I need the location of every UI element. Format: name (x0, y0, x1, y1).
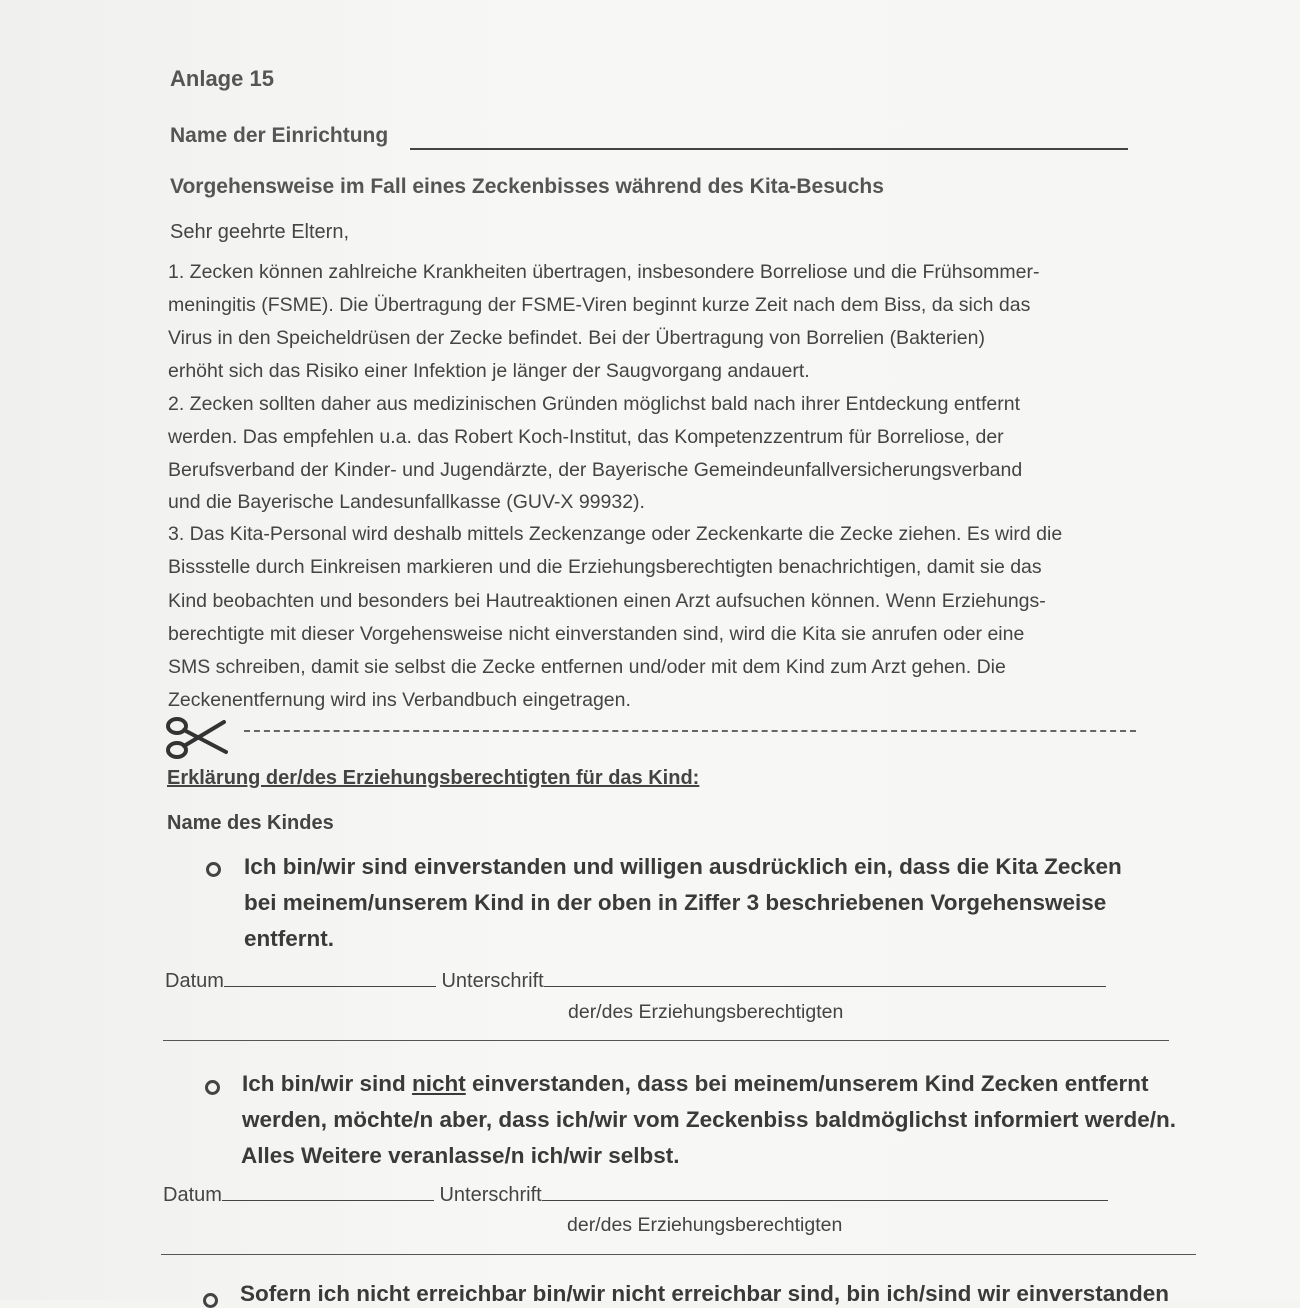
date-label: Datum (163, 1184, 222, 1206)
date-field[interactable] (222, 1182, 434, 1201)
body-line: 2. Zecken sollten daher aus medizinischen Gründen möglichst bald nach ihrer Entdeckung entfernt (168, 393, 1020, 415)
body-line: Virus in den Speicheldrüsen der Zecke befindet. Bei der Übertragung von Borrelien (Bakterien) (168, 327, 985, 349)
option3-checkbox[interactable] (203, 1293, 218, 1308)
separator-line (163, 1040, 1169, 1041)
child-name-label: Name des Kindes (167, 812, 334, 834)
body-line: und die Bayerische Landesunfallkasse (GUV-X 99932). (168, 491, 645, 513)
declaration-heading: Erklärung der/des Erziehungsberechtigten für das Kind: (167, 767, 700, 789)
body-line: berechtigte mit dieser Vorgehensweise nicht einverstanden sind, wird die Kita sie anrufen oder eine (168, 623, 1025, 645)
option2-emphasis: nicht (412, 1071, 466, 1096)
body-line: SMS schreiben, damit sie selbst die Zecke entfernen und/oder mit dem Kind zum Arzt gehen. Die (168, 656, 1006, 678)
body-line: Zeckenentfernung wird ins Verbandbuch eingetragen. (168, 689, 631, 711)
body-line: Bissstelle durch Einkreisen markieren und die Erziehungsberechtigten benachrichtigen, damit sie das (168, 556, 1042, 578)
facility-name-label: Name der Einrichtung (170, 124, 389, 147)
option2-text: Ich bin/wir sind (242, 1071, 413, 1096)
signature-label: Unterschrift (439, 1184, 542, 1206)
signature-field[interactable] (544, 968, 1106, 987)
option1-line: bei meinem/unserem Kind in der oben in Ziffer 3 beschriebenen Vorgehensweise (244, 890, 1107, 915)
option2-line: werden, möchte/n aber, dass ich/wir vom Zeckenbiss baldmöglichst informiert werde/n. (242, 1107, 1177, 1132)
option2-text: einverstanden, dass bei meinem/unserem Kind Zecken entfernt (465, 1071, 1149, 1096)
body-line: erhöht sich das Risiko einer Infektion je länger der Saugvorgang andauert. (168, 360, 810, 382)
option2-checkbox[interactable] (205, 1080, 220, 1095)
document-title: Vorgehensweise im Fall eines Zeckenbisses während des Kita-Besuchs (170, 175, 884, 198)
signature-row (163, 1182, 1108, 1207)
body-line: meningitis (FSME). Die Übertragung der FSME-Viren beginnt kurze Zeit nach dem Biss, da sich das (168, 294, 1031, 316)
signature-field[interactable] (542, 1182, 1108, 1201)
option2-line: Alles Weitere veranlasse/n ich/wir selbst. (241, 1143, 680, 1168)
separator-line (161, 1254, 1196, 1255)
date-label: Datum (165, 970, 224, 992)
body-line: 1. Zecken können zahlreiche Krankheiten übertragen, insbesondere Borreliose und die Frühsommer- (168, 261, 1040, 283)
option1-line: Ich bin/wir sind einverstanden und willigen ausdrücklich ein, dass die Kita Zecken (244, 854, 1122, 879)
option1-checkbox[interactable] (206, 862, 221, 877)
option3-line: Sofern ich nicht erreichbar bin/wir nicht erreichbar sind, bin ich/sind wir einverstanden (240, 1281, 1169, 1306)
scissors-icon (164, 714, 228, 762)
guardian-role-label: der/des Erziehungsberechtigten (567, 1214, 843, 1236)
annex-label: Anlage 15 (170, 66, 274, 91)
salutation: Sehr geehrte Eltern, (170, 221, 349, 243)
signature-label: Unterschrift (441, 970, 544, 992)
body-line: 3. Das Kita-Personal wird deshalb mittels Zeckenzange oder Zeckenkarte die Zecke ziehen. Es wird die (168, 523, 1063, 545)
facility-name-line (410, 148, 1128, 150)
cut-line (244, 730, 1136, 732)
body-line: Kind beobachten und besonders bei Hautreaktionen einen Arzt aufsuchen können. Wenn Erziehungs- (168, 590, 1046, 612)
date-field[interactable] (224, 968, 436, 987)
signature-row (165, 968, 1106, 993)
option2-line (242, 1071, 1148, 1097)
option1-line: entfernt. (244, 926, 334, 951)
guardian-role-label: der/des Erziehungsberechtigten (568, 1001, 844, 1023)
body-line: Berufsverband der Kinder- und Jugendärzte, der Bayerische Gemeindeunfallversicherungsverband (168, 459, 1023, 481)
body-line: werden. Das empfehlen u.a. das Robert Koch-Institut, das Kompetenzzentrum für Borreliose, der (168, 426, 1004, 448)
